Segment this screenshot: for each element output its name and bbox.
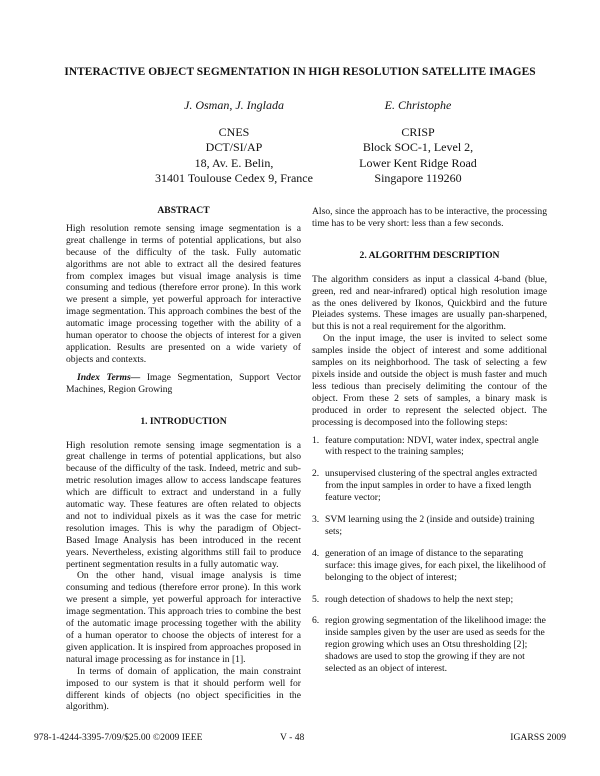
step-number: 5. bbox=[312, 593, 320, 605]
conference-name: IGARSS 2009 bbox=[510, 732, 566, 743]
algorithm-paragraph: The algorithm considers as input a classical 4-band (blue, green, red and near-infrared) optical high resolution image as the ones delivered by Ikonos, Quickbird and the future Pleiades systems. These images are usually pan-sharpened, but this is not a real requirement for the algorithm. bbox=[312, 273, 547, 333]
author-names: E. Christophe bbox=[384, 98, 452, 112]
step-item bbox=[312, 615, 547, 675]
step-number: 2. bbox=[312, 468, 320, 480]
step-item bbox=[312, 548, 547, 584]
abstract-heading: ABSTRACT bbox=[157, 205, 210, 216]
left-column bbox=[66, 205, 301, 713]
footer-copyright: 978-1-4244-3395-7/09/$25.00 ©2009 IEEE bbox=[34, 732, 203, 743]
index-terms bbox=[66, 372, 301, 396]
step-number: 1. bbox=[312, 434, 320, 446]
step-number: 6. bbox=[312, 615, 320, 627]
abstract-text: High resolution remote sensing image segmentation is a great challenge in terms of potential applications, but also because of the difficulty of the task. Fully automatic algorithms are not able to extract all the desired features from complex images but visual image analysis is time consuming and tedious (therefore error prone). In this work we present a simple, yet powerful approach for interactive image segmentation. This approach combines the best of the automatic image processing together with the ability of a human operator to choose the objects of interest for a given application. Results are presented on a wide variety of objects and contexts. bbox=[66, 222, 301, 365]
step-text: rough detection of shadows to help the next step; bbox=[325, 593, 514, 605]
introduction-heading: 1. INTRODUCTION bbox=[140, 415, 227, 427]
intro-paragraph: In terms of domain of application, the main constraint imposed to our system is that it should perform well for different kinds of objects (no object specificities in the algorithm). bbox=[66, 665, 301, 713]
affiliation-line: DCT/SI/AP bbox=[205, 140, 263, 154]
step-item bbox=[312, 594, 547, 606]
step-text: region growing segmentation of the likelihood image: the inside samples given by the user are used as seeds for the region growing which uses an Otsu thresholding [2]; shadows are used to stop the growing if they are not selected as an object of interest. bbox=[325, 615, 546, 675]
affiliation-crisp bbox=[302, 98, 534, 187]
step-text: unsupervised clustering of the spectral angles extracted from the input samples in order to have a fixed length feature vector; bbox=[325, 468, 538, 504]
index-terms-label: Index Terms— bbox=[77, 371, 141, 383]
page-number: V - 48 bbox=[280, 732, 305, 743]
affiliation-line: CRISP bbox=[401, 124, 435, 139]
paper-title: INTERACTIVE OBJECT SEGMENTATION IN HIGH RESOLUTION SATELLITE IMAGES bbox=[64, 66, 536, 78]
right-column bbox=[312, 206, 547, 685]
step-item bbox=[312, 435, 547, 459]
author-names: J. Osman, J. Inglada bbox=[184, 98, 284, 112]
affiliation-line: Block SOC-1, Level 2, bbox=[362, 140, 474, 154]
step-text: SVM learning using the 2 (inside and outside) training sets; bbox=[325, 514, 535, 537]
algorithm-heading: 2. ALGORITHM DESCRIPTION bbox=[359, 249, 500, 261]
step-number: 3. bbox=[312, 514, 320, 526]
intro-paragraph: On the other hand, visual image analysis is time consuming and tedious (therefore error prone). In this work we present a simple, yet powerful approach for interactive image segmentation. This approach tries to combine the best of the automatic image processing together with the ability of a human operator to choose the objects of interest for a given application. It is inspired from approaches proposed in natural image processing as for instance in [1]. bbox=[66, 570, 301, 665]
author-block bbox=[0, 98, 600, 193]
step-text: feature computation: NDVI, water index, spectral angle with respect to the training samples; bbox=[325, 434, 539, 458]
intro-paragraph: High resolution remote sensing image segmentation is a great challenge in terms of potential applications, but also because of the difficulty of the task. Indeed, metric and sub-metric resolution images allow to access landscape features which are difficult to extract and understand in a fully automatic way. These features are often related to objects and not to individual pixels as it was the case for metric resolution images. This is why the paradigm of Object-Based Image Analysis has been introduced in the recent years. Nevertheless, existing algorithms still fail to produce pertinent segmentation results in a fully automatic way. bbox=[66, 439, 301, 570]
step-item bbox=[312, 514, 547, 538]
algorithm-paragraph: On the input image, the user is invited to select some samples inside the object of interest and some additional samples on its neighborhood. The task of selecting a few pixels inside and outside the object is mush faster and much less tedious than precisely delimiting the contour of the object. From these 2 sets of samples, a binary mask is produced in order to represent the selected object. The processing is decomposed into the following steps: bbox=[312, 333, 547, 428]
affiliation-line: CNES bbox=[218, 124, 250, 139]
intro-continuation: Also, since the approach has to be interactive, the processing time has to be very short: less than a few seconds. bbox=[312, 206, 547, 229]
algorithm-steps bbox=[312, 435, 547, 676]
affiliation-line: Singapore 119260 bbox=[374, 171, 462, 185]
affiliation-line: 18, Av. E. Belin, bbox=[194, 155, 274, 170]
affiliation-line: 31401 Toulouse Cedex 9, France bbox=[155, 171, 313, 185]
step-number: 4. bbox=[312, 547, 320, 559]
step-text: generation of an image of distance to the separating surface: this image gives, for each pixel, the likelihood of belonging to the object of interest; bbox=[325, 547, 546, 583]
step-item bbox=[312, 468, 547, 504]
affiliation-line: Lower Kent Ridge Road bbox=[359, 155, 477, 170]
index-terms-text: Image Segmentation, Support Vector Machines, Region Growing bbox=[66, 371, 301, 395]
